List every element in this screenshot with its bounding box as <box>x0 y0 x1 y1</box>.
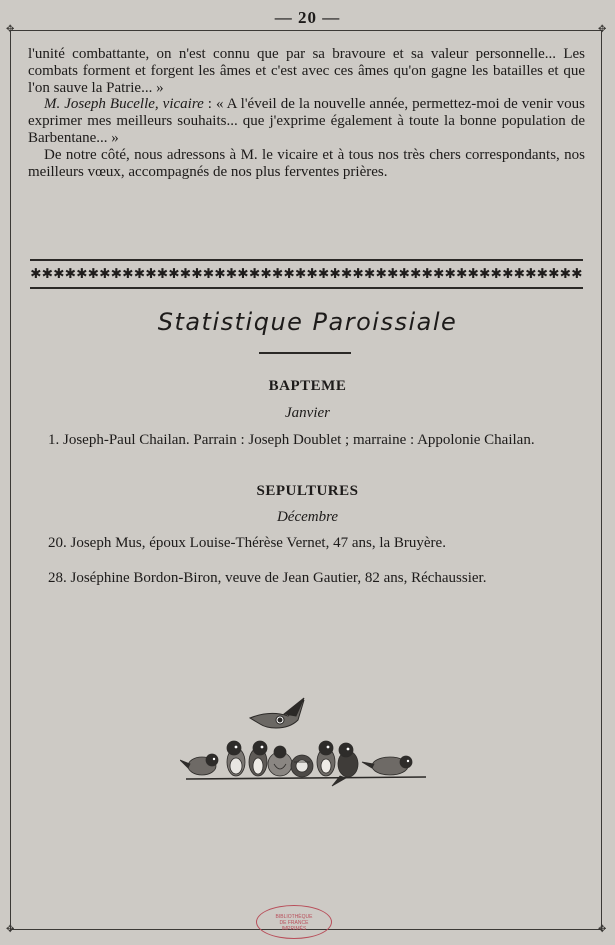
perched-bird-icon <box>249 741 267 776</box>
perched-bird-icon <box>180 754 218 775</box>
intro-paragraph <box>28 147 585 181</box>
frame-corner-ornament-icon: ✥ <box>598 24 607 35</box>
perched-bird-icon <box>362 756 412 775</box>
intro-text <box>28 46 585 180</box>
intro-paragraph <box>28 96 585 146</box>
speaker-name: M. Joseph Bucelle, vicaire <box>44 96 204 113</box>
title-underline <box>259 352 351 354</box>
bapteme-heading: BAPTEME <box>268 378 347 394</box>
perched-bird-icon <box>227 741 245 776</box>
stamp-line: DE FRANCE <box>279 920 309 926</box>
flying-bird-icon <box>250 698 304 728</box>
intro-paragraph <box>28 46 585 96</box>
separator-rule-top <box>30 259 583 261</box>
star-separator <box>30 259 583 291</box>
paragraph-text: l'unité combattante, on n'est connu que par sa bravoure et sa valeur personnelle... Les combats forment et forgent les âmes et c'est avec ces âmes qu'on gagne les batailles et que l'on sauve la Patrie... » <box>28 46 585 96</box>
sepultures-entry: 28. Joséphine Bordon-Biron, veuve de Jean Gautier, 82 ans, Réchaussier. <box>48 570 487 586</box>
page-number: — 20 — <box>274 8 341 27</box>
sepultures-entry: 20. Joseph Mus, époux Louise-Thérèse Vernet, 47 ans, la Bruyère. <box>48 535 446 551</box>
stamp-line: IMPRIMÉS <box>281 926 307 932</box>
separator-rule-bottom <box>30 287 583 289</box>
paragraph-text: : « A l'éveil de la nouvelle année, permettez-moi de venir vous exprimer mes meilleurs souhaits... que j'exprime également à toute la bonne population de Barbentane... » <box>28 96 585 146</box>
frame-corner-ornament-icon: ✥ <box>6 24 15 35</box>
perched-bird-icon <box>332 743 358 786</box>
birds-on-wire-icon <box>180 690 430 790</box>
library-stamp <box>256 905 332 939</box>
perched-bird-icon <box>317 741 335 776</box>
paragraph-text: De notre côté, nous adressons à M. le vicaire et à tous nos très chers correspondants, nos meilleurs vœux, accompagnés de nos plus ferventes prières. <box>28 146 585 180</box>
bapteme-entry: 1. Joseph-Paul Chailan. Parrain : Joseph Doublet ; marraine : Appolonie Chailan. <box>48 432 535 448</box>
separator-stars: ✱✱✱✱✱✱✱✱✱✱✱✱✱✱✱✱✱✱✱✱✱✱✱✱✱✱✱✱✱✱✱✱✱✱✱✱✱✱✱✱✱✱✱✱✱✱✱✱ <box>30 266 583 282</box>
frame-corner-ornament-icon: ✥ <box>598 924 607 935</box>
stamp-line: BIBLIOTHÈQUE <box>275 914 313 920</box>
perched-bird-icon <box>268 746 292 776</box>
sepultures-heading: SEPULTURES <box>256 483 359 499</box>
frame-corner-ornament-icon: ✥ <box>6 924 15 935</box>
sepultures-month: Décembre <box>276 509 339 525</box>
bapteme-month: Janvier <box>285 405 330 421</box>
perched-bird-icon <box>291 755 313 777</box>
section-title: Statistique Paroissiale <box>157 308 458 336</box>
